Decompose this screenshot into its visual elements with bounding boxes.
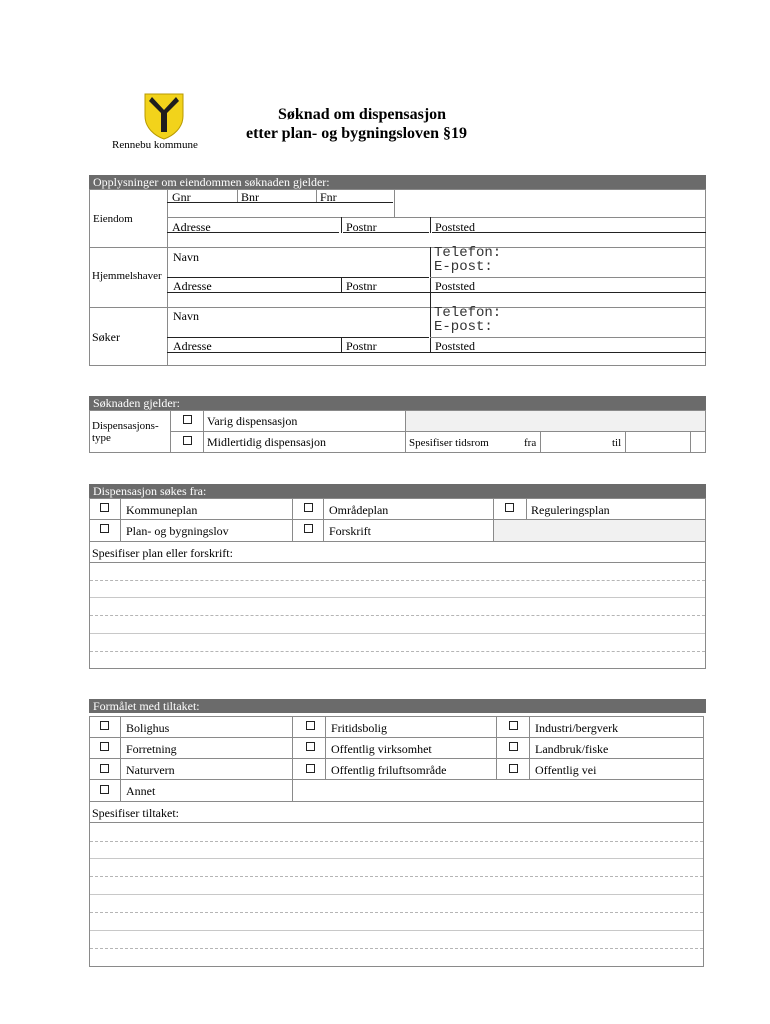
naturvern-checkbox[interactable] [100, 764, 109, 773]
municipality-name: Rennebu kommune [112, 139, 198, 151]
bolighus-checkbox[interactable] [100, 721, 109, 730]
owner-label: Hjemmelshaver [92, 270, 162, 282]
owner-email-field[interactable]: E-post: [434, 259, 493, 275]
offentlig-virksomhet-label: Offentlig virksomhet [331, 742, 432, 756]
application-section-heading: Søknaden gjelder: [89, 396, 706, 410]
form-title-line1: Søknad om dispensasjon [278, 106, 447, 123]
from-date-field[interactable]: fra [524, 437, 537, 449]
annet-label: Annet [126, 784, 156, 798]
fritidsbolig-checkbox[interactable] [306, 721, 315, 730]
to-date-field[interactable]: til [612, 437, 622, 449]
municipality-crest-icon [143, 92, 185, 140]
forskrift-label: Forskrift [329, 524, 371, 538]
fritidsbolig-label: Fritidsbolig [331, 721, 388, 735]
applicant-address-field[interactable]: Adresse [173, 339, 212, 353]
industri-checkbox[interactable] [509, 721, 518, 730]
applicant-email-field[interactable]: E-post: [434, 319, 493, 335]
purpose-section-heading: Formålet med tiltaket: [89, 699, 706, 713]
applicant-name-field[interactable]: Navn [173, 309, 199, 323]
property-postnr-field[interactable]: Postnr [346, 220, 377, 234]
temporary-checkbox[interactable] [183, 436, 192, 445]
forskrift-checkbox[interactable] [304, 524, 313, 533]
owner-address-field[interactable]: Adresse [173, 279, 212, 293]
owner-name-field[interactable]: Navn [173, 250, 199, 264]
gnr-field[interactable]: Gnr [172, 190, 191, 204]
property-address-field[interactable]: Adresse [172, 220, 211, 234]
type-label-line1: Dispensasjons- [92, 420, 159, 432]
omradeplan-label: Områdeplan [329, 503, 389, 517]
owner-poststed-field[interactable]: Poststed [435, 279, 476, 293]
applicant-phone-field[interactable]: Telefon: [434, 305, 502, 321]
landbruk-checkbox[interactable] [509, 742, 518, 751]
offentlig-vei-checkbox[interactable] [509, 764, 518, 773]
plan-og-bygningslov-label: Plan- og bygningslov [126, 524, 229, 538]
property-section-heading: Opplysninger om eiendommen søknaden gjelder: [89, 175, 706, 189]
friluftsomrade-label: Offentlig friluftsområde [331, 763, 447, 777]
naturvern-label: Naturvern [126, 763, 175, 777]
permanent-checkbox[interactable] [183, 415, 192, 424]
applicant-label: Søker [92, 330, 120, 344]
kommuneplan-label: Kommuneplan [126, 503, 198, 517]
property-poststed-field[interactable]: Poststed [435, 220, 476, 234]
offentlig-vei-label: Offentlig vei [535, 763, 597, 777]
dispensation-from-heading: Dispensasjon søkes fra: [89, 484, 706, 498]
permanent-option-label: Varig dispensasjon [207, 414, 298, 428]
omradeplan-checkbox[interactable] [304, 503, 313, 512]
bolighus-label: Bolighus [126, 721, 170, 735]
offentlig-virksomhet-checkbox[interactable] [306, 742, 315, 751]
form-title-line2: etter plan- og bygningsloven §19 [246, 125, 468, 142]
friluftsomrade-checkbox[interactable] [306, 764, 315, 773]
landbruk-label: Landbruk/fiske [535, 742, 609, 756]
owner-postnr-field[interactable]: Postnr [346, 279, 377, 293]
forretning-checkbox[interactable] [100, 742, 109, 751]
applicant-postnr-field[interactable]: Postnr [346, 339, 377, 353]
specify-plan-label: Spesifiser plan eller forskrift: [92, 546, 233, 560]
period-label: Spesifiser tidsrom [409, 437, 489, 449]
temporary-option-label: Midlertidig dispensasjon [207, 435, 326, 449]
plan-og-bygningslov-checkbox[interactable] [100, 524, 109, 533]
forretning-label: Forretning [126, 742, 177, 756]
bnr-field[interactable]: Bnr [241, 190, 259, 204]
annet-checkbox[interactable] [100, 785, 109, 794]
reguleringsplan-checkbox[interactable] [505, 503, 514, 512]
type-label-line2: type [92, 432, 111, 444]
industri-label: Industri/bergverk [535, 721, 619, 735]
kommuneplan-checkbox[interactable] [100, 503, 109, 512]
fnr-field[interactable]: Fnr [320, 190, 337, 204]
reguleringsplan-label: Reguleringsplan [531, 503, 610, 517]
specify-purpose-label: Spesifiser tiltaket: [92, 806, 179, 820]
applicant-poststed-field[interactable]: Poststed [435, 339, 476, 353]
eiendom-label: Eiendom [93, 213, 133, 225]
owner-phone-field[interactable]: Telefon: [434, 245, 502, 261]
